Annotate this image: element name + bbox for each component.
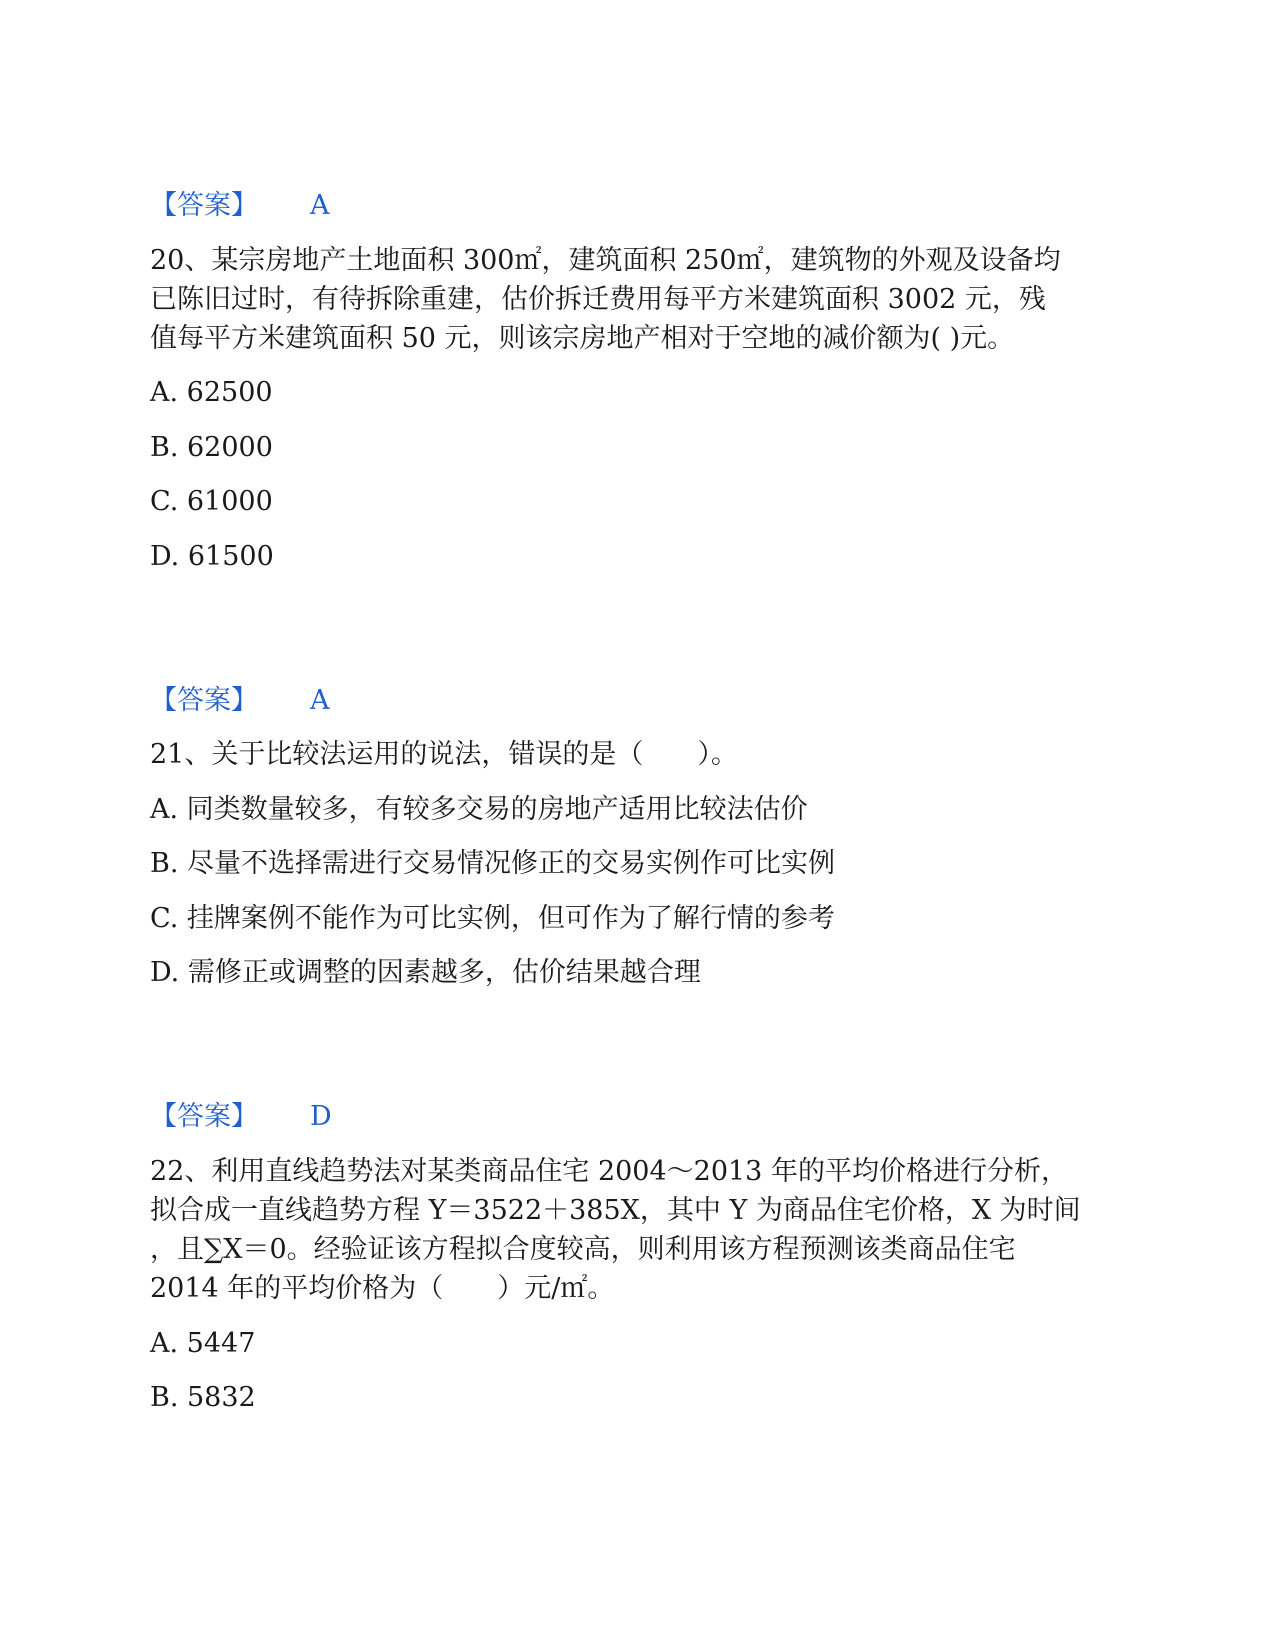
option-b: B. 尽量不选择需进行交易情况修正的交易实例作可比实例 [150, 848, 836, 879]
question-text-line: 21、关于比较法运用的说法，错误的是（ ）。 [150, 739, 738, 770]
option-a: A. 同类数量较多，有较多交易的房地产适用比较法估价 [150, 794, 808, 825]
answer-value: A [310, 685, 330, 716]
option-b: B. 62000 [150, 432, 273, 463]
option-c: C. 挂牌案例不能作为可比实例，但可作为了解行情的参考 [150, 903, 835, 934]
option-d: D. 61500 [150, 541, 274, 572]
option-b: B. 5832 [150, 1382, 256, 1413]
option-a: A. 62500 [150, 377, 273, 408]
question-text-line: 值每平方米建筑面积 50 元，则该宗房地产相对于空地的减价额为( )元。 [150, 323, 1015, 354]
answer-value: D [310, 1101, 332, 1132]
answer-value: A [310, 190, 330, 221]
question-text-line: 20、某宗房地产土地面积 300㎡，建筑面积 250㎡，建筑物的外观及设备均 [150, 245, 1061, 276]
option-d: D. 需修正或调整的因素越多，估价结果越合理 [150, 957, 701, 988]
question-text-line: 拟合成一直线趋势方程 Y＝3522＋385X，其中 Y 为商品住宅价格，X 为时间 [150, 1195, 1081, 1226]
answer-line [150, 1097, 332, 1137]
answer-label: 【答案】 [150, 685, 258, 716]
answer-label: 【答案】 [150, 190, 258, 221]
question-text-line: 22、利用直线趋势法对某类商品住宅 2004～2013 年的平均价格进行分析， [150, 1156, 1068, 1187]
answer-line [150, 681, 330, 721]
option-a: A. 5447 [150, 1328, 256, 1359]
option-c: C. 61000 [150, 486, 273, 517]
question-text-line: 已陈旧过时，有待拆除重建，估价拆迁费用每平方米建筑面积 3002 元，残 [150, 284, 1046, 315]
question-text-line: 2014 年的平均价格为（ ）元/㎡。 [150, 1273, 615, 1304]
answer-label: 【答案】 [150, 1101, 258, 1132]
question-text-line: ，且∑X＝0。经验证该方程拟合度较高，则利用该方程预测该类商品住宅 [150, 1234, 1016, 1265]
answer-line [150, 186, 330, 226]
